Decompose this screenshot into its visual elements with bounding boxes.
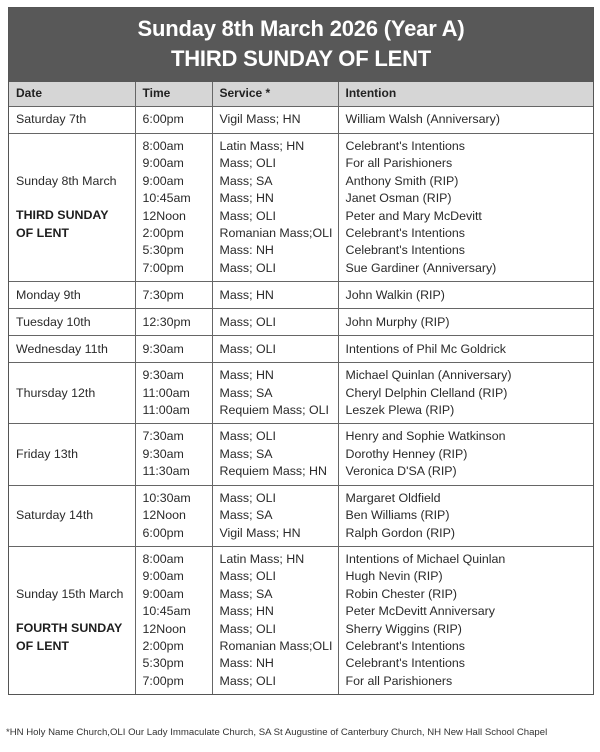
service-entry: Requiem Mass; HN — [219, 464, 327, 479]
service-cell — [212, 336, 338, 363]
date-label: Saturday 14th — [16, 508, 94, 523]
column-header-intention: Intention — [338, 82, 593, 107]
service-entry: Latin Mass; HN — [219, 139, 305, 153]
intention-entry: Anthony Smith (RIP) — [345, 173, 459, 188]
time-cell — [135, 282, 212, 309]
service-entry: Mass; OLI — [219, 621, 276, 636]
intention-entry: Intentions of Phil Mc Goldrick — [345, 341, 506, 356]
time-entry: 9:30am — [142, 446, 184, 461]
service-entry: Mass; OLI — [219, 429, 276, 444]
intention-entry: Janet Osman (RIP) — [345, 191, 452, 206]
intention-cell — [338, 282, 593, 309]
service-cell — [212, 546, 338, 694]
service-entry: Mass; SA — [219, 508, 273, 523]
date-cell — [9, 485, 135, 546]
service-entry: Mass; SA — [219, 586, 273, 601]
service-entry: Vigil Mass; HN — [219, 525, 301, 540]
service-entry: Requiem Mass; OLI — [219, 403, 329, 418]
date-label: Sunday 15th March — [16, 586, 124, 601]
intention-entry: Cheryl Delphin Clelland (RIP) — [345, 385, 508, 400]
intention-entry: Hugh Nevin (RIP) — [345, 569, 443, 584]
intention-entry: Sue Gardiner (Anniversary) — [345, 260, 497, 275]
date-cell — [9, 336, 135, 363]
intention-cell — [338, 363, 593, 424]
table-row — [9, 485, 593, 546]
intention-entry: Celebrant's Intentions — [345, 226, 465, 241]
intention-entry: Peter McDevitt Anniversary — [345, 604, 495, 619]
time-entry: 11:00am — [142, 385, 190, 400]
service-entry: Latin Mass; HN — [219, 551, 305, 566]
time-entry: 7:30am — [142, 429, 184, 444]
intention-entry: William Walsh (Anniversary) — [345, 112, 500, 127]
date-cell — [9, 363, 135, 424]
liturgical-day-label: THIRD SUNDAY OF LENT — [16, 208, 109, 240]
table-row — [9, 282, 593, 309]
time-entry: 9:00am — [142, 156, 184, 171]
intention-cell — [338, 107, 593, 134]
table-row — [9, 424, 593, 485]
mass-schedule-sheet — [8, 7, 594, 695]
intention-entry: Margaret Oldfield — [345, 490, 441, 505]
table-row — [9, 363, 593, 424]
time-entry: 2:00pm — [142, 226, 184, 241]
date-label: Friday 13th — [16, 446, 78, 461]
time-entry: 11:30am — [142, 464, 190, 479]
intention-entry: Celebrant's Intentions — [345, 638, 465, 653]
service-entry: Mass; SA — [219, 385, 273, 400]
service-cell — [212, 107, 338, 134]
table-row — [9, 309, 593, 336]
table-row — [9, 134, 593, 282]
date-label: Sunday 8th March — [16, 174, 117, 189]
service-cell — [212, 363, 338, 424]
title-block — [9, 8, 593, 82]
time-entry: 9:00am — [142, 569, 184, 584]
service-cell — [212, 309, 338, 336]
intention-entry: For all Parishioners — [345, 673, 453, 688]
column-header-time: Time — [135, 82, 212, 107]
time-cell — [135, 424, 212, 485]
service-entry: Mass; OLI — [219, 208, 276, 223]
intention-entry: Intentions of Michael Quinlan — [345, 551, 506, 566]
service-entry: Vigil Mass; HN — [219, 112, 301, 127]
intention-entry: Robin Chester (RIP) — [345, 586, 458, 601]
date-label: Thursday 12th — [16, 385, 96, 400]
service-entry: Mass; HN — [219, 604, 274, 619]
date-label: Saturday 7th — [16, 112, 87, 127]
time-cell — [135, 485, 212, 546]
service-cell — [212, 134, 338, 282]
intention-entry: John Walkin (RIP) — [345, 287, 445, 302]
time-entry: 12Noon — [142, 208, 186, 223]
column-header-date: Date — [9, 82, 135, 107]
schedule-table — [9, 82, 593, 694]
schedule-body — [9, 107, 593, 695]
intention-cell — [338, 309, 593, 336]
intention-entry: Celebrant's Intentions — [345, 243, 465, 258]
table-header-row — [9, 82, 593, 107]
service-entry: Romanian Mass;OLI — [219, 638, 333, 653]
intention-entry: Ralph Gordon (RIP) — [345, 525, 455, 540]
intention-entry: Dorothy Henney (RIP) — [345, 446, 468, 461]
time-entry: 8:00am — [142, 139, 184, 153]
intention-entry: Michael Quinlan (Anniversary) — [345, 368, 512, 383]
time-entry: 9:30am — [142, 341, 184, 356]
date-cell — [9, 134, 135, 282]
date-cell — [9, 424, 135, 485]
intention-entry: John Murphy (RIP) — [345, 314, 450, 329]
service-entry: Mass; SA — [219, 173, 273, 188]
liturgical-day-label: FOURTH SUNDAY OF LENT — [16, 621, 123, 653]
time-cell — [135, 336, 212, 363]
service-entry: Mass: NH — [219, 656, 274, 671]
time-entry: 11:00am — [142, 403, 190, 418]
column-header-service: Service * — [212, 82, 338, 107]
intention-cell — [338, 336, 593, 363]
intention-entry: Sherry Wiggins (RIP) — [345, 621, 462, 636]
date-cell — [9, 546, 135, 694]
table-row — [9, 336, 593, 363]
service-entry: Mass; HN — [219, 191, 274, 206]
time-entry: 8:00am — [142, 551, 184, 566]
service-cell — [212, 282, 338, 309]
date-cell — [9, 107, 135, 134]
intention-entry: Celebrant's Intentions — [345, 139, 465, 153]
service-entry: Mass: NH — [219, 243, 274, 258]
service-entry: Mass; OLI — [219, 569, 276, 584]
date-label: Tuesday 10th — [16, 314, 91, 329]
page-subtitle: THIRD SUNDAY OF LENT — [170, 46, 432, 71]
table-row — [9, 107, 593, 134]
time-entry: 10:45am — [142, 604, 191, 619]
service-cell — [212, 424, 338, 485]
date-cell — [9, 309, 135, 336]
intention-cell — [338, 424, 593, 485]
time-cell — [135, 134, 212, 282]
service-entry: Mass; OLI — [219, 341, 276, 356]
time-entry: 10:45am — [142, 191, 191, 206]
footnote-legend: *HN Holy Name Church,OLI Our Lady Immaculate Church, SA St Augustine of Canterbury Church, NH New Hall School Chapel — [6, 727, 548, 738]
time-entry: 10:30am — [142, 490, 191, 505]
time-entry: 12Noon — [142, 621, 186, 636]
table-row — [9, 546, 593, 694]
time-entry: 9:00am — [142, 173, 184, 188]
time-entry: 9:30am — [142, 368, 184, 383]
intention-cell — [338, 546, 593, 694]
intention-entry: Veronica D'SA (RIP) — [345, 464, 457, 479]
intention-entry: Leszek Plewa (RIP) — [345, 403, 455, 418]
date-cell — [9, 282, 135, 309]
time-entry: 2:00pm — [142, 638, 184, 653]
service-entry: Mass; OLI — [219, 673, 276, 688]
date-label: Monday 9th — [16, 287, 81, 302]
time-entry: 5:30pm — [142, 243, 184, 258]
intention-cell — [338, 485, 593, 546]
service-entry: Mass; HN — [219, 287, 274, 302]
intention-entry: Celebrant's Intentions — [345, 656, 465, 671]
intention-cell — [338, 134, 593, 282]
time-cell — [135, 546, 212, 694]
time-entry: 7:00pm — [142, 673, 184, 688]
service-cell — [212, 485, 338, 546]
service-entry: Romanian Mass;OLI — [219, 226, 333, 241]
time-entry: 6:00pm — [142, 525, 184, 540]
service-entry: Mass; HN — [219, 368, 274, 383]
intention-entry: Peter and Mary McDevitt — [345, 208, 482, 223]
service-entry: Mass; OLI — [219, 156, 276, 171]
time-cell — [135, 363, 212, 424]
time-entry: 12Noon — [142, 508, 186, 523]
time-entry: 9:00am — [142, 586, 184, 601]
intention-entry: Ben Williams (RIP) — [345, 508, 450, 523]
time-entry: 12:30pm — [142, 314, 191, 329]
intention-entry: For all Parishioners — [345, 156, 453, 171]
time-entry: 6:00pm — [142, 112, 184, 127]
service-entry: Mass; SA — [219, 446, 273, 461]
service-entry: Mass; OLI — [219, 314, 276, 329]
time-entry: 7:00pm — [142, 260, 184, 275]
service-entry: Mass; OLI — [219, 260, 276, 275]
date-label: Wednesday 11th — [16, 341, 108, 356]
time-entry: 5:30pm — [142, 656, 184, 671]
service-entry: Mass; OLI — [219, 490, 276, 505]
time-cell — [135, 309, 212, 336]
page-title: Sunday 8th March 2026 (Year A) — [137, 16, 465, 41]
intention-entry: Henry and Sophie Watkinson — [345, 429, 506, 444]
time-cell — [135, 107, 212, 134]
time-entry: 7:30pm — [142, 287, 184, 302]
